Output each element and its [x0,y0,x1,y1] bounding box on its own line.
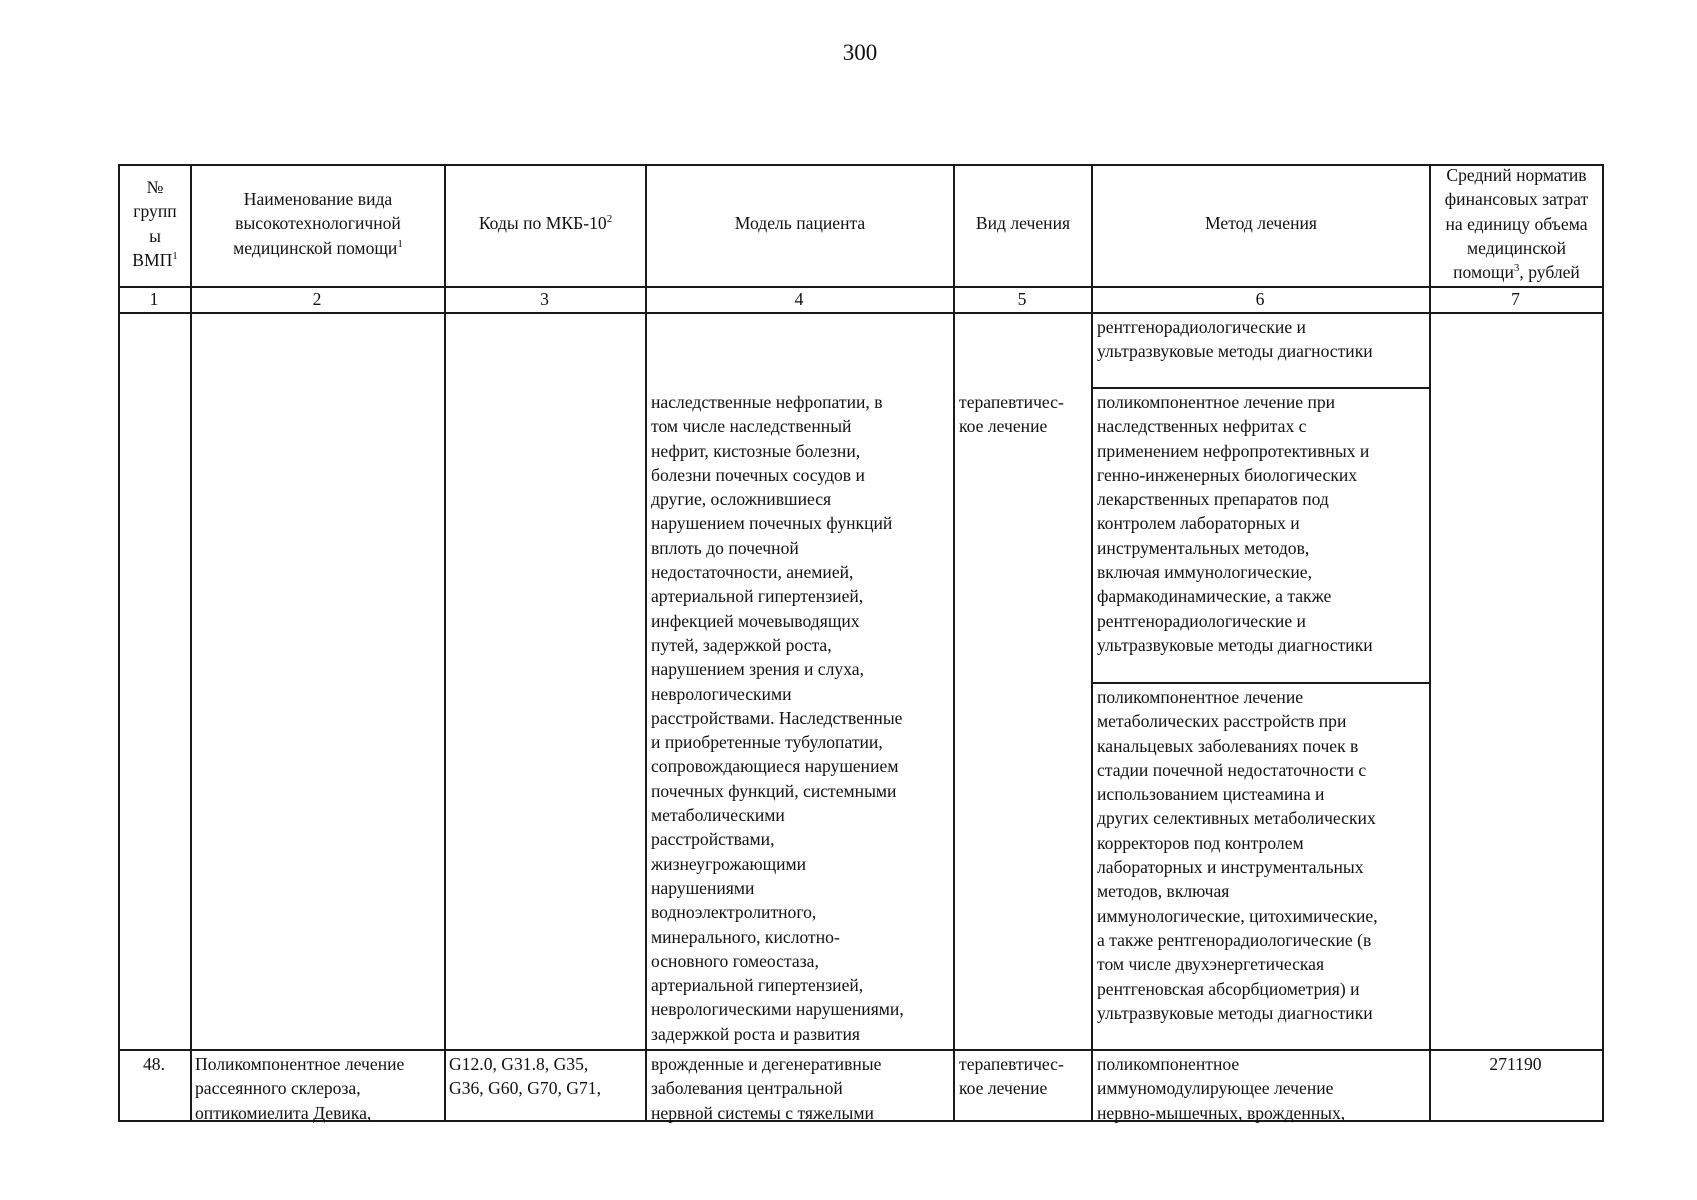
header-treatment-type: Вид лечения [975,213,1071,233]
header-icd-codes [446,211,645,235]
method-divider-2 [1091,682,1429,684]
col-line-7 [1602,164,1604,1122]
continuation-method: рентгенорадиологические и ультразвуковые методы диагностики [1097,317,1373,362]
header-icd-codes-text: Коды по МКБ-10 [478,213,607,233]
nephropathy-treatment-type: терапевтичес- кое лечение [959,392,1064,437]
header-cost-standard-suffix: , рублей [1519,262,1580,283]
nephropathy-method-2: поликомпонентное лечение метаболических расстройств при канальцевых заболеваниях почек в стадии почечной недостаточности с использованием цистеамина и других селективных метаболических корректоров под контролем лабораторных и инструментальных методов, включая иммунологические, цитохимические, а также рентгенорадиологические (в том числе двухэнергетическая рентгеновская абсорбциометрия) и ультразвуковые методы диагностики [1097,687,1378,1023]
column-number: 2 [312,289,322,309]
header-cost-standard-text: Средний норматив финансовых затрат на единицу объема медицинской помощи [1444,165,1589,283]
header-patient-model: Модель пациента [734,213,866,233]
footnote-3-mark: 3 [1513,262,1520,275]
header-cost-standard [1431,163,1602,284]
group48-cost: 271190 [1489,1054,1542,1074]
table-border-top [118,164,1604,166]
header-treatment-method: Метод лечения [1204,213,1318,233]
column-number: 7 [1511,289,1520,309]
column-number: 5 [1017,289,1027,309]
group48-number: 48. [143,1054,165,1074]
footnote-2-mark: 2 [606,213,613,225]
footnote-1-mark: 1 [172,249,178,262]
group48-codes: G12.0, G31.8, G35, G36, G60, G70, G71, [449,1054,601,1099]
group48-name: Поликомпонентное лечение рассеянного склероза, оптикомиелита Девика, [195,1054,405,1123]
row48-top-line [118,1049,1604,1051]
column-number: 6 [1255,289,1265,309]
method-divider-1 [1091,387,1429,389]
nephropathy-patient-model: наследственные нефропатии, в том числе наследственный нефрит, кистозные болезни, болезни почечных сосудов и другие, осложнившиеся нарушением почечных функций вплоть до почечной недостаточности, анемией, артериальной гипертензией, инфекцией мочевыводящих путей, задержкой роста, нарушением зрения и слуха, неврологическими расстройствами. Наследственные и приобретенные тубулопатии, сопровождающиеся нарушением почечных функций, системными метаболическими расстройствами, жизнеугрожающими нарушениями водноэлектролитного, минерального, кислотно- основного гомеостаза, артериальной гипертензией, неврологическими нарушениями, задержкой роста и развития [651,392,904,1044]
footnote-1-mark: 1 [397,237,403,250]
header-group-number-text: № групп ы ВМП [132,177,177,270]
page-number: 300 [842,40,878,65]
group48-patient-model: врожденные и дегенеративные заболевания центральной нервной системы с тяжелыми [651,1054,882,1123]
column-number: 3 [540,289,549,309]
group48-method: поликомпонентное иммуномодулирующее лечение нервно-мышечных, врожденных, [1097,1054,1346,1123]
header-group-number [120,175,190,272]
column-number: 4 [794,289,804,309]
header-care-type [192,187,444,260]
group48-treatment-type: терапевтичес- кое лечение [959,1054,1064,1099]
treatment-table [118,164,1604,1122]
column-number: 1 [149,289,159,309]
numbers-bottom-line [118,312,1604,314]
header-care-type-text: Наименование вида высокотехнологичной медицинской помощи [233,189,401,258]
nephropathy-method-1: поликомпонентное лечение при наследственных нефритах с применением нефропротективных и генно-инженерных биологических лекарственных препаратов под контролем лабораторных и инструментальных методов, включая иммунологические, фармакодинамические, а также рентгенорадиологические и ультразвуковые методы диагностики [1097,392,1373,655]
